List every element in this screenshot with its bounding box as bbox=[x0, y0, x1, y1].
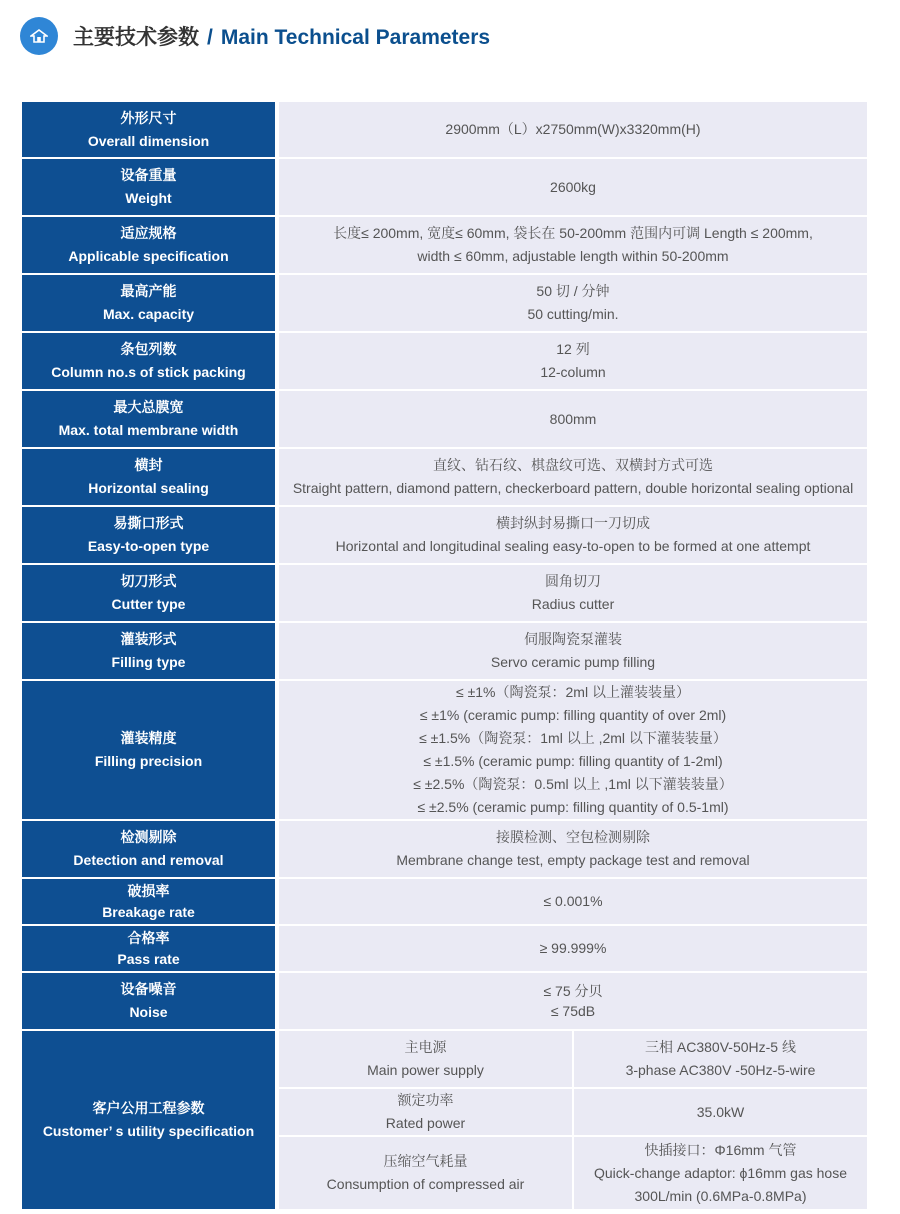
utility-item bbox=[279, 1031, 867, 1087]
param-value: 横封纵封易撕口一刀切成 Horizontal and longitudinal sealing easy-to-open to be formed at one attempt bbox=[279, 507, 867, 563]
param-label: 切刀形式 Cutter type bbox=[22, 565, 275, 621]
param-label: 破损率 Breakage rate bbox=[22, 879, 275, 924]
param-label: 设备重量 Weight bbox=[22, 159, 275, 215]
param-label: 最高产能 Max. capacity bbox=[22, 275, 275, 331]
utility-table bbox=[279, 1031, 867, 1209]
param-label: 条包列数 Column no.s of stick packing bbox=[22, 333, 275, 389]
spec-row bbox=[22, 623, 867, 679]
spec-row bbox=[22, 565, 867, 621]
utility-item bbox=[279, 1089, 867, 1135]
spec-row bbox=[22, 973, 867, 1029]
param-value: 直纹、钻石纹、棋盘纹可选、双横封方式可选 Straight pattern, diamond pattern, checkerboard pattern, double horizontal sealing optional bbox=[279, 449, 867, 505]
spec-row bbox=[22, 449, 867, 505]
utility-name: 额定功率 Rated power bbox=[279, 1089, 572, 1135]
param-label: 灌装精度 Filling precision bbox=[22, 681, 275, 819]
param-value: ≥ 99.999% bbox=[279, 926, 867, 971]
param-value: 2600kg bbox=[279, 159, 867, 215]
param-label: 外形尺寸 Overall dimension bbox=[22, 102, 275, 157]
param-label: 适应规格 Applicable specification bbox=[22, 217, 275, 273]
spec-row bbox=[22, 391, 867, 447]
param-value: 50 切 / 分钟 50 cutting/min. bbox=[279, 275, 867, 331]
spec-row bbox=[22, 507, 867, 563]
param-value: 伺服陶瓷泵灌装 Servo ceramic pump filling bbox=[279, 623, 867, 679]
spec-row bbox=[22, 217, 867, 273]
utility-value: 快插接口：Φ16mm 气管 Quick-change adaptor: ϕ16mm gas hose 300L/min (0.6MPa-0.8MPa) bbox=[574, 1137, 867, 1209]
utility-value: 三相 AC380V-50Hz-5 线 3-phase AC380V -50Hz-5-wire bbox=[574, 1031, 867, 1087]
param-value: 圆角切刀 Radius cutter bbox=[279, 565, 867, 621]
spec-row bbox=[22, 333, 867, 389]
page-header bbox=[20, 16, 490, 56]
spec-row bbox=[22, 926, 867, 971]
param-label: 客户公用工程参数 Customer’ s utility specification bbox=[22, 1031, 275, 1209]
page-title bbox=[73, 21, 490, 51]
param-value: 800mm bbox=[279, 391, 867, 447]
utility-row bbox=[22, 1031, 867, 1209]
param-value: 2900mm（L）x2750mm(W)x3320mm(H) bbox=[279, 102, 867, 157]
param-label: 合格率 Pass rate bbox=[22, 926, 275, 971]
spec-row bbox=[22, 681, 867, 819]
param-label: 易撕口形式 Easy-to-open type bbox=[22, 507, 275, 563]
utility-name: 主电源 Main power supply bbox=[279, 1031, 572, 1087]
param-value: 接膜检测、空包检测剔除 Membrane change test, empty package test and removal bbox=[279, 821, 867, 877]
spec-row bbox=[22, 821, 867, 877]
utility-name: 压缩空气耗量 Consumption of compressed air bbox=[279, 1137, 572, 1209]
param-value: ≤ 75 分贝 ≤ 75dB bbox=[279, 973, 867, 1029]
title-separator: / bbox=[207, 26, 213, 49]
spec-table bbox=[22, 100, 867, 1211]
utility-value: 35.0kW bbox=[574, 1089, 867, 1135]
param-value: ≤ 0.001% bbox=[279, 879, 867, 924]
spec-row bbox=[22, 159, 867, 215]
spec-row bbox=[22, 275, 867, 331]
param-label: 最大总膜宽 Max. total membrane width bbox=[22, 391, 275, 447]
param-label: 检测剔除 Detection and removal bbox=[22, 821, 275, 877]
title-en: Main Technical Parameters bbox=[220, 26, 491, 49]
utility-item bbox=[279, 1137, 867, 1209]
param-value: 12 列 12-column bbox=[279, 333, 867, 389]
param-label: 灌装形式 Filling type bbox=[22, 623, 275, 679]
param-value: 长度≤ 200mm, 宽度≤ 60mm, 袋长在 50-200mm 范围内可调 Length ≤ 200mm, width ≤ 60mm, adjustable length within 50-200mm bbox=[279, 217, 867, 273]
param-value: ≤ ±1%（陶瓷泵：2ml 以上灌装装量） ≤ ±1% (ceramic pump: filling quantity of over 2ml) ≤ ±1.5%（陶瓷泵：1ml 以上 ,2ml 以下灌装装量） ≤ ±1.5% (ceramic pump: filling quantity of 1-2ml) ≤ ±2.5%（陶瓷泵：0.5ml 以上 ,1ml 以下灌装装量） ≤ ±2.5% (ceramic pump: filling quantity of 0.5-1ml) bbox=[279, 681, 867, 819]
company-logo-icon bbox=[20, 17, 58, 55]
param-label: 设备噪音 Noise bbox=[22, 973, 275, 1029]
spec-row bbox=[22, 102, 867, 157]
spec-row bbox=[22, 879, 867, 924]
title-cn: 主要技术参数 bbox=[73, 26, 199, 49]
param-label: 横封 Horizontal sealing bbox=[22, 449, 275, 505]
